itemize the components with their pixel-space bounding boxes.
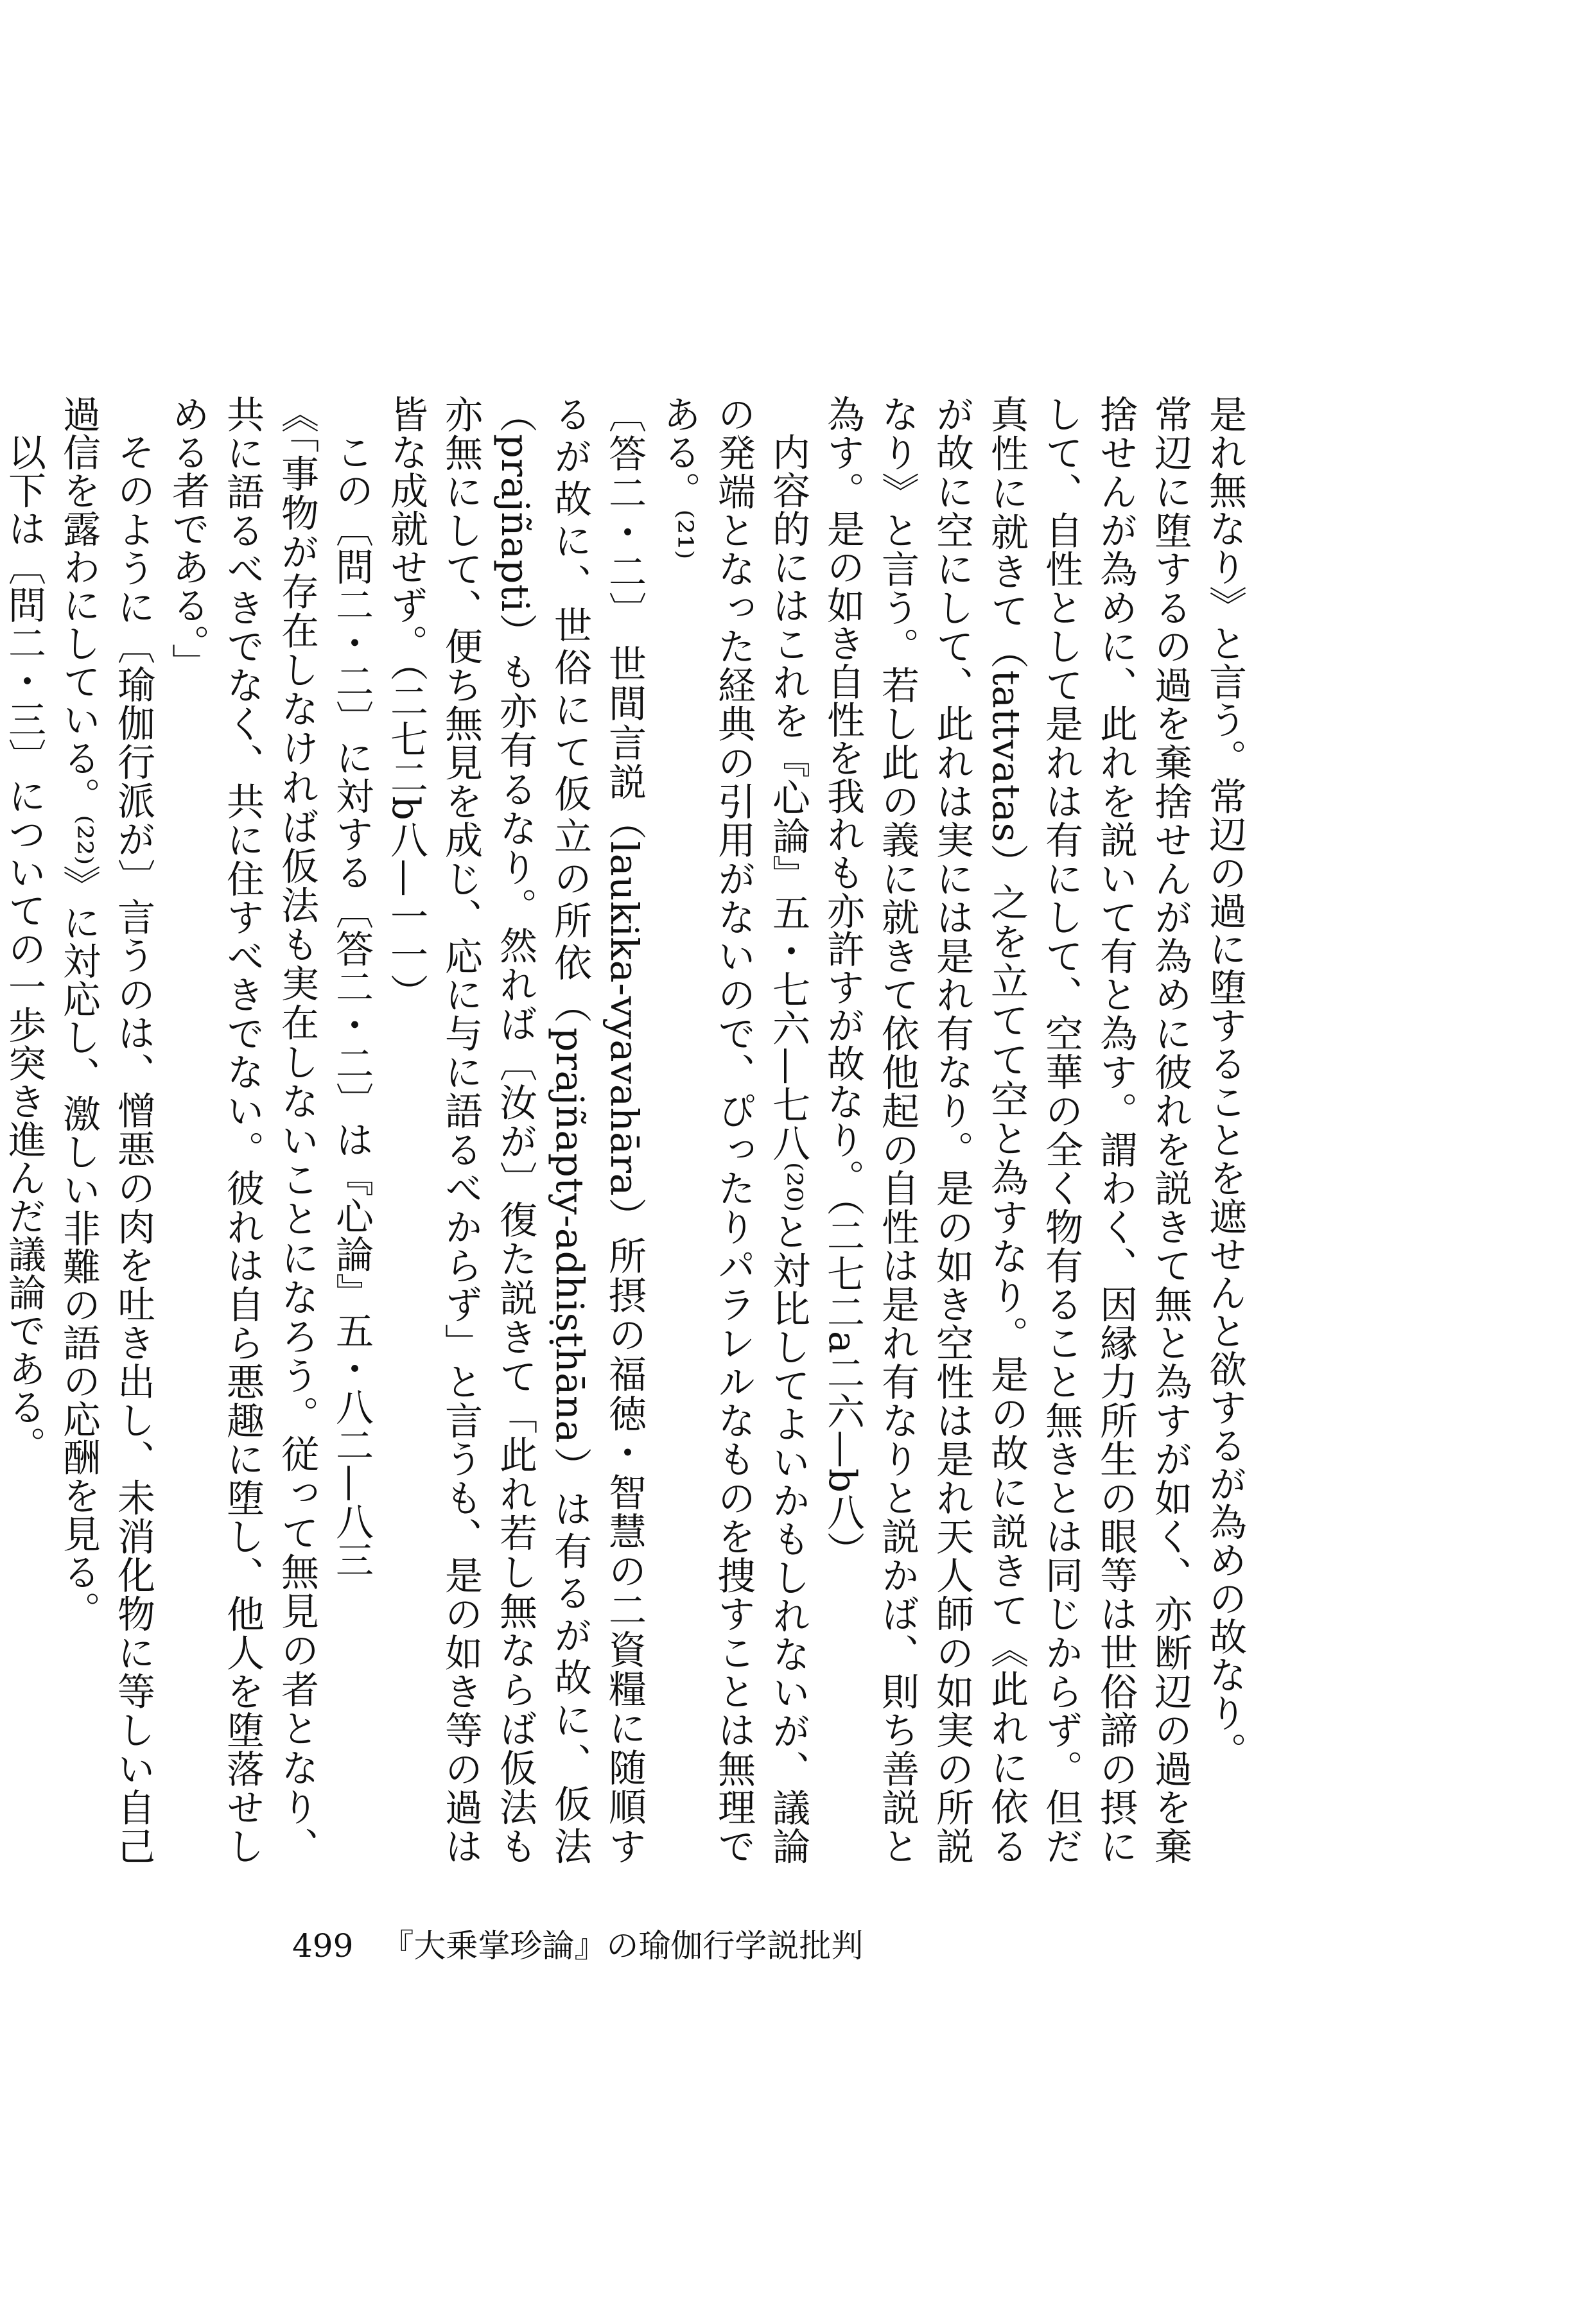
paragraph-6: 《「事物が存在しなければ仮法も実在しないことになろう。従って無見の者となり、共に語るべきでなく、共に住すべきでない。彼れは自ら悪趣に堕し、他人を堕落せしめる者である。」 xyxy=(166,395,319,1866)
paragraph-8: 以下は〔問二・三〕についての一歩突き進んだ議論である。 xyxy=(2,433,46,1464)
paragraph-3: 内容的にはこれを『心論』五・七六—七八⁽²⁰⁾と対比してよいかもしれないが、議論の発端となった経典の引用がないので、ぴったりパラレルなものを捜すことは無理である。⁽²¹⁾ xyxy=(657,395,810,1866)
running-title: 『大乗掌珍論』の瑜伽行学説批判 xyxy=(381,1927,864,1964)
page-footer xyxy=(292,1927,863,1965)
paragraph-7: そのように〔瑜伽行派が〕言うのは、憎悪の肉を吐き出し、未消化物に等しい自己過信を露わにしている。⁽²²⁾》に対応し、激しい非難の語の応酬を見る。 xyxy=(57,395,155,1866)
paragraph-4: 〔答二・二〕 世間言説（laukika-vyavahāra）所摂の福徳・智慧の二資糧に随順するが故に、世俗にて仮立の所依（prajñapty-adhiṣṭhāna）は有るが故に、仮法（prajñapti）も亦有るなり。然れば〔汝が〕復た説きて「此れ若し無ならば仮法も亦無にして、便ち無見を成じ、応に与に語るべからず」と言うも、是の如き等の過は皆な成就せず。（二七二b八—一一） xyxy=(384,395,647,1865)
paragraph-1: 是れ無なり》と言う。常辺の過に堕することを遮せんと欲するが為めの故なり。 xyxy=(1203,395,1247,1770)
paragraph-2: 常辺に堕するの過を棄捨せんが為めに彼れを説きて無と為すが如く、亦断辺の過を棄捨せんが為めに、此れを説いて有と為す。謂わく、因縁力所生の眼等は世俗諦の摂にして、自性として是れは有にして、空華の全く物有ること無きとは同じからず。但だ真性に就きて（tattvatas）之を立てて空と為すなり。是の故に説きて《此れに依るが故に空にして、此れは実には是れ有なり。是の如き空性は是れ天人師の如実の所説なり》と言う。若し此の義に就きて依他起の自性は是れ有なりと説かば、則ち善説と為す。是の如き自性を我れも亦許すが故なり。（二七二a二六—b八） xyxy=(821,395,1192,1866)
paragraph-5: この〔問二・二〕に対する〔答二・二〕は『心論』五・八二—八三 xyxy=(329,433,374,1579)
page-number: 499 xyxy=(292,1927,354,1964)
body-text-vertical xyxy=(2,395,1252,1866)
